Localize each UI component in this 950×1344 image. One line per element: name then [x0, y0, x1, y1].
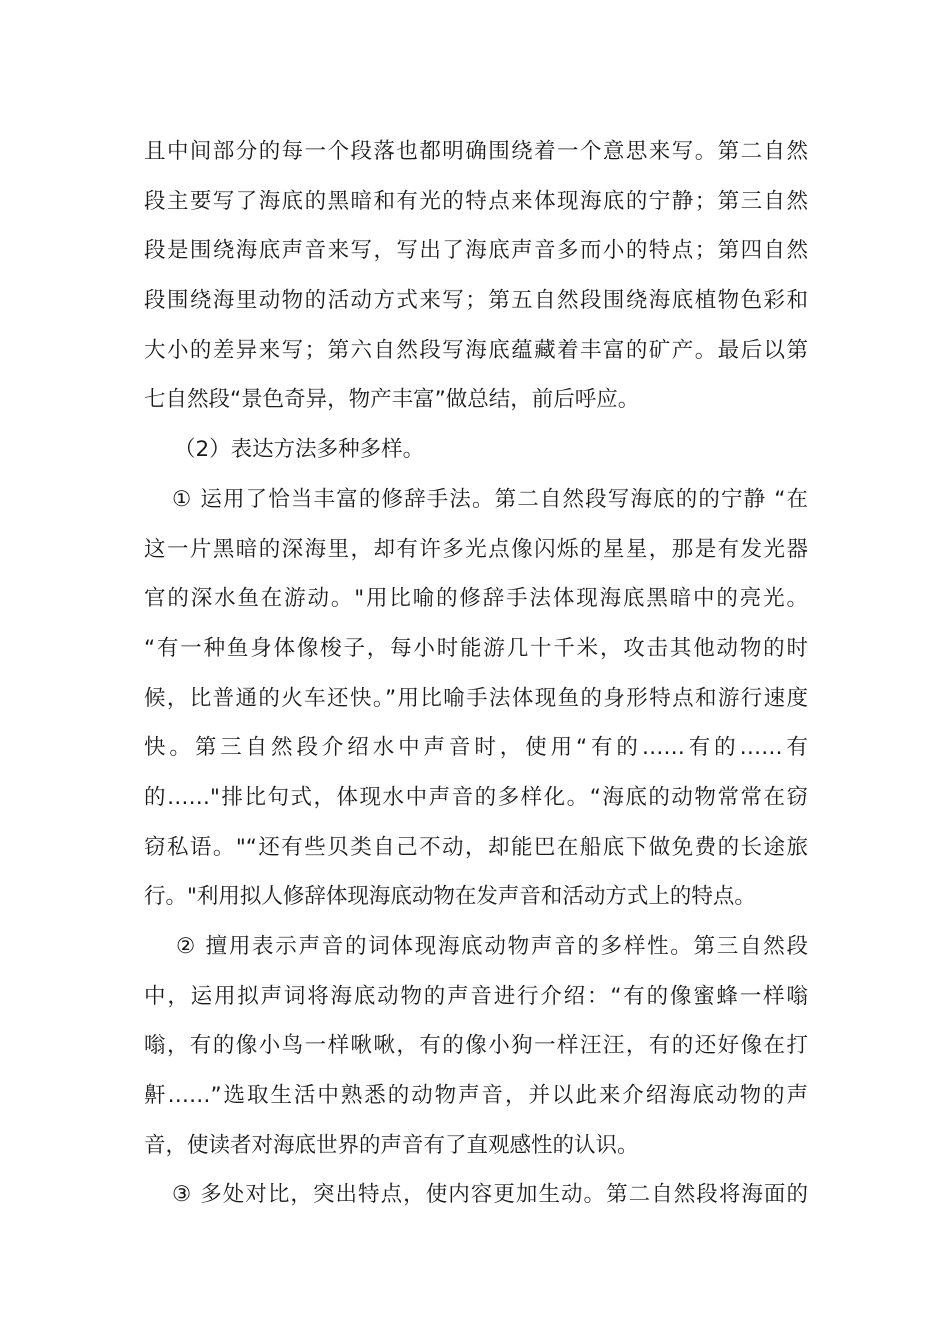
- section-heading: （2）表达方法多种多样。: [174, 437, 425, 463]
- text-line: 中，运用拟声词将海底动物的声音进行介绍：“有的像蜜蜂一样嗡: [144, 983, 808, 1009]
- text-line: 这一片黑暗的深海里，却有许多光点像闪烁的星星，那是有发光器: [144, 536, 808, 562]
- text-line: “有一种鱼身体像梭子，每小时能游几十千米，攻击其他动物的时: [144, 635, 808, 661]
- text-line: ② 擅用表示声音的词体现海底动物声音的多样性。第三自然段: [176, 934, 808, 959]
- text-line: 官的深水鱼在游动。"用比喻的修辞手法体现海底黑暗中的亮光。: [144, 586, 808, 612]
- text-line: 鼾……”选取生活中熟悉的动物声音，并以此来介绍海底动物的声: [144, 1083, 808, 1109]
- text-line: 候，比普通的火车还快。”用比喻手法体现鱼的身形特点和游行速度: [144, 685, 808, 711]
- text-line: 大小的差异来写；第六自然段写海底蕴藏着丰富的矿产。最后以第: [144, 337, 808, 363]
- text-line: 的……"排比句式，体现水中声音的多样化。“海底的动物常常在窃: [144, 784, 808, 810]
- text-line: 窃私语。"“还有些贝类自己不动，却能巴在船底下做免费的长途旅: [144, 834, 808, 860]
- text-line: 行。"利用拟人修辞体现海底动物在发声音和活动方式上的特点。: [144, 884, 756, 910]
- text-line: ③ 多处对比，突出特点，使内容更加生动。第二自然段将海面的: [172, 1182, 808, 1208]
- document-body: [144, 127, 808, 1220]
- text-line: 段主要写了海底的黑暗和有光的特点来体现海底的宁静；第三自然: [144, 188, 808, 214]
- text-line: 快。第三自然段介绍水中声音时，使用“有的……有的……有: [144, 735, 808, 761]
- text-line: 且中间部分的每一个段落也都明确围绕着一个意思来写。第二自然: [144, 139, 808, 164]
- text-line: 嗡，有的像小鸟一样啾啾，有的像小狗一样汪汪，有的还好像在打: [144, 1033, 808, 1059]
- text-line: ① 运用了恰当丰富的修辞手法。第二自然段写海底的的宁静 “在: [172, 486, 808, 512]
- text-line: 七自然段“景色奇异，物产丰富”做总结，前后呼应。: [144, 387, 640, 413]
- text-line: 音，使读者对海底世界的声音有了直观感性的认识。: [144, 1132, 639, 1158]
- text-line: 段围绕海里动物的活动方式来写；第五自然段围绕海底植物色彩和: [144, 288, 808, 314]
- text-line: 段是围绕海底声音来写，写出了海底声音多而小的特点；第四自然: [144, 238, 808, 264]
